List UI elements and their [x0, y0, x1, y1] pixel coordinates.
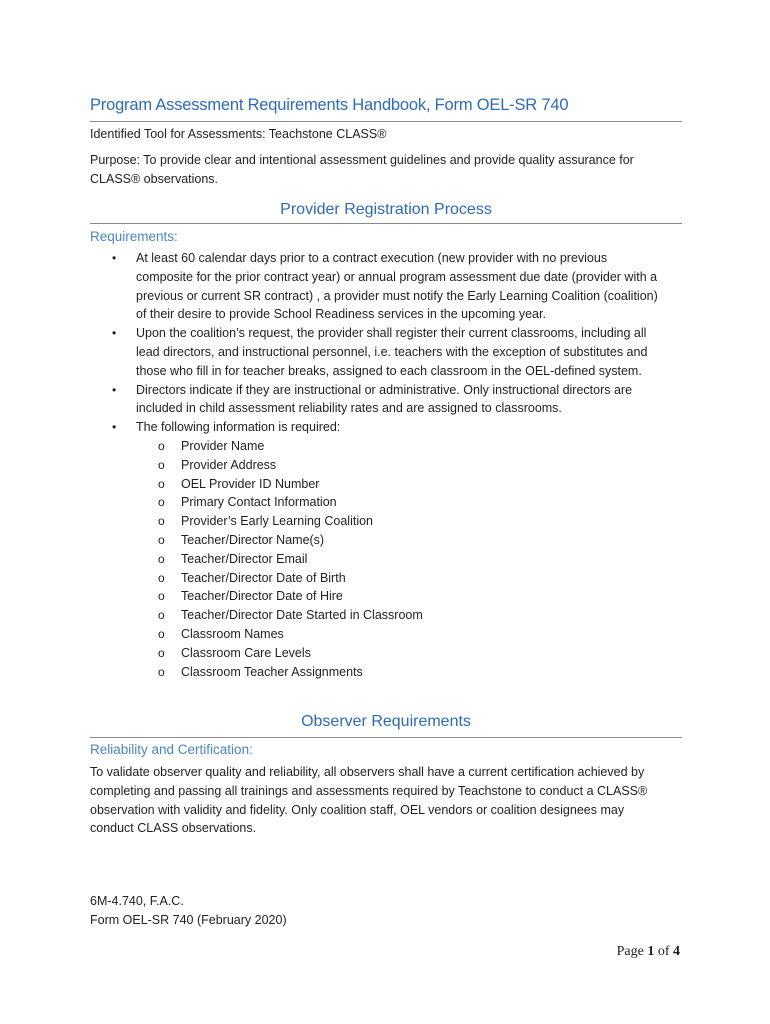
requirement-line: Upon the coalition’s request, the provider shall register their current classrooms, including all — [136, 326, 647, 341]
bullet-marker: • — [112, 251, 117, 265]
requirement-item — [90, 324, 682, 380]
identified-tool-text: Identified Tool for Assessments: Teachstone CLASS® — [90, 127, 387, 141]
requirement-line: Directors indicate if they are instructional or administrative. Only instructional directors are — [136, 382, 633, 397]
required-info-item — [136, 606, 682, 625]
sub-bullet-marker: o — [158, 626, 165, 641]
required-info-item — [136, 550, 682, 569]
reliability-line-3: observation with validity and fidelity. Only coalition staff, OEL vendors or coalition designees may — [90, 802, 625, 817]
required-info-label: Provider Name — [181, 438, 265, 453]
page-current: 1 — [647, 944, 655, 959]
page-total: 4 — [673, 944, 680, 959]
required-info-item — [136, 625, 682, 644]
requirement-item — [90, 418, 682, 681]
required-info-label: Provider’s Early Learning Coalition — [181, 514, 373, 529]
requirement-line: previous or current SR contract) , a provider must notify the Early Learning Coalition (coalition) — [136, 288, 658, 303]
bullet-marker: • — [112, 326, 117, 341]
sub-bullet-marker: o — [158, 589, 165, 604]
required-info-label: Classroom Care Levels — [181, 645, 311, 660]
section-heading-observer-requirements: Observer Requirements — [301, 713, 471, 730]
subheading-reliability: Reliability and Certification: — [90, 742, 253, 757]
subheading-requirements: Requirements: — [90, 229, 178, 244]
bullet-marker: • — [112, 382, 117, 397]
required-info-label: Classroom Names — [181, 626, 284, 641]
sub-bullet-marker: o — [158, 532, 165, 547]
required-info-label: Classroom Teacher Assignments — [181, 664, 363, 679]
required-info-item — [136, 663, 682, 682]
purpose-line-1: Purpose: To provide clear and intentional assessment guidelines and provide quality assurance for — [90, 153, 634, 167]
sub-bullet-marker: o — [158, 664, 165, 679]
required-info-list — [136, 437, 682, 681]
page-number — [617, 944, 680, 960]
reliability-line-4: conduct CLASS observations. — [90, 821, 257, 836]
sub-bullet-marker: o — [158, 551, 165, 566]
required-info-item — [136, 644, 682, 663]
reliability-line-1: To validate observer quality and reliability, all observers shall have a current certification achieved by — [90, 765, 645, 779]
sub-bullet-marker: o — [158, 438, 165, 453]
required-info-item — [136, 569, 682, 588]
footer-form: Form OEL-SR 740 (February 2020) — [90, 912, 287, 927]
required-info-label: Teacher/Director Email — [181, 551, 308, 566]
required-info-label: Provider Address — [181, 457, 277, 472]
section-heading-provider-registration: Provider Registration Process — [280, 201, 492, 218]
page-prefix: Page — [616, 944, 648, 959]
required-info-label: Teacher/Director Name(s) — [181, 532, 325, 547]
required-info-item — [136, 587, 682, 606]
requirement-line: lead directors, and instructional personnel, i.e. teachers with the exception of substitutes and — [136, 344, 648, 359]
document-title: Program Assessment Requirements Handbook, Form OEL-SR 740 — [90, 96, 569, 114]
reliability-line-2: completing and passing all trainings and assessments required by Teachstone to conduct a CLASS® — [90, 783, 648, 798]
required-info-item — [136, 493, 682, 512]
required-info-label: OEL Provider ID Number — [181, 476, 320, 491]
reliability-paragraph — [90, 763, 690, 838]
requirements-list — [90, 249, 682, 681]
requirement-line: those who fill in for teacher breaks, assigned to each classroom in the OEL-defined system. — [136, 363, 642, 378]
required-info-label: Teacher/Director Date Started in Classroom — [181, 608, 423, 623]
requirement-line: The following information is required: — [136, 420, 341, 435]
bullet-marker: • — [112, 420, 117, 435]
page-of: of — [654, 944, 673, 959]
required-info-item — [136, 531, 682, 550]
requirement-item — [90, 249, 682, 324]
required-info-item — [136, 456, 682, 475]
required-info-label: Teacher/Director Date of Hire — [181, 589, 343, 604]
sub-bullet-marker: o — [158, 570, 165, 585]
sub-bullet-marker: o — [158, 476, 165, 491]
section-divider-1 — [90, 223, 682, 224]
footer-citation — [90, 892, 287, 929]
requirement-line: At least 60 calendar days prior to a contract execution (new provider with no previous — [136, 251, 608, 265]
required-info-item — [136, 512, 682, 531]
sub-bullet-marker: o — [158, 457, 165, 472]
footer-rule: 6M-4.740, F.A.C. — [90, 894, 184, 908]
required-info-label: Primary Contact Information — [181, 495, 337, 510]
purpose-line-2: CLASS® observations. — [90, 172, 219, 186]
sub-bullet-marker: o — [158, 495, 165, 510]
required-info-item — [136, 475, 682, 494]
requirement-line: composite for the prior contract year) or annual program assessment due date (provider with a — [136, 269, 658, 284]
requirement-item — [90, 381, 682, 419]
required-info-item — [136, 437, 682, 456]
requirement-line: included in child assessment reliability rates and are assigned to classrooms. — [136, 401, 562, 416]
required-info-label: Teacher/Director Date of Birth — [181, 570, 346, 585]
sub-bullet-marker: o — [158, 645, 165, 660]
requirement-line: of their desire to provide School Readiness services in the upcoming year. — [136, 307, 546, 322]
sub-bullet-marker: o — [158, 514, 165, 529]
section-divider-2 — [90, 737, 682, 738]
title-divider — [90, 121, 682, 122]
sub-bullet-marker: o — [158, 608, 165, 623]
